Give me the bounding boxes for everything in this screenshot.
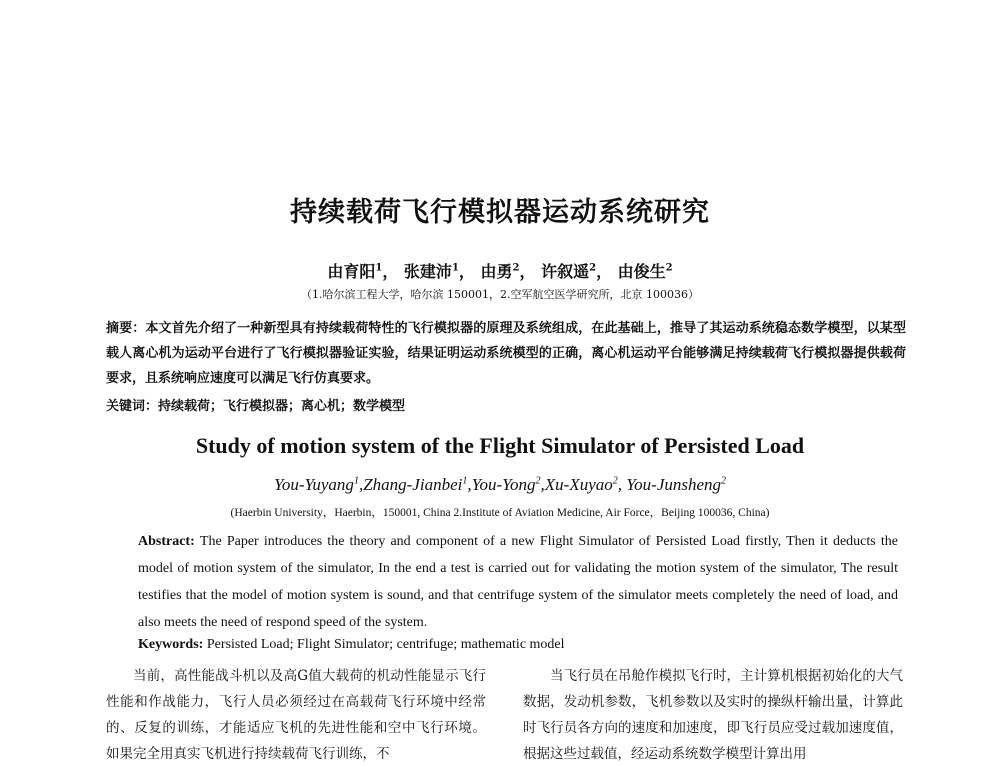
author-affil-marker: 2 xyxy=(665,262,673,274)
english-affiliation: (Haerbin University，Haerbin，150001, China 2.Institute of Aviation Medicine, Air Force，Beijing 100036, China) xyxy=(230,507,770,519)
author-name: You-Junsheng xyxy=(626,475,722,494)
author-affil-marker: 1 xyxy=(375,262,383,274)
english-abstract xyxy=(138,528,898,636)
author-affil-marker: 2 xyxy=(612,475,618,487)
chinese-affiliation: （1.哈尔滨工程大学，哈尔滨 150001，2.空军航空医学研究所，北京 100036） xyxy=(301,288,699,301)
chinese-authors xyxy=(0,259,1000,282)
keywords-label: 关键词： xyxy=(106,399,159,414)
author-name: 由育阳 xyxy=(327,262,376,281)
english-title: Study of motion system of the Flight Simulator of Persisted Load xyxy=(195,433,805,458)
keywords-label: Keywords: xyxy=(138,637,207,652)
chinese-title: 持续载荷飞行模拟器运动系统研究 xyxy=(290,197,710,228)
author-affil-marker: 2 xyxy=(721,475,727,487)
author-name: You-Yong xyxy=(471,475,536,494)
author-name: Zhang-Jianbei xyxy=(363,475,463,494)
abstract-text: The Paper introduces the theory and component of a new Flight Simulator of Persisted Load firstly, Then it deducts the model of motion system of the simulator, In the end a test is carried out for validating the motion system of the simulator, The result testifies that the model of motion system is sound, and that centrifuge system of the simulator meets completely the need of load, and also meets the need of respond speed of the system. xyxy=(138,534,898,630)
author-name: 许叙遥 xyxy=(541,262,590,281)
body-column-right: 当飞行员在吊舱作模拟飞行时，主计算机根据初始化的大气数据，发动机参数，飞机参数以及实时的操纵杆输出量，计算此时飞行员各方向的速度和加速度，即飞行员应受过载加速度值，根据这些过载值，经运动系统数学模型计算出用 xyxy=(523,668,903,762)
author-affil-marker: 2 xyxy=(512,262,520,274)
author-separator: , xyxy=(358,475,364,494)
author-separator: , xyxy=(467,475,472,494)
author-name: 张建沛 xyxy=(403,262,452,281)
author-separator: ， xyxy=(519,262,536,281)
keywords-text: Persisted Load; Flight Simulator; centrifuge; mathematic model xyxy=(206,637,565,652)
author-affil-marker: 1 xyxy=(462,475,468,487)
chinese-abstract xyxy=(106,316,906,391)
author-affil-marker: 1 xyxy=(353,475,359,487)
author-name: 由俊生 xyxy=(617,262,666,281)
chinese-keywords xyxy=(106,395,906,414)
body-column-left: 当前，高性能战斗机以及高G值大载荷的机动性能显示飞行性能和作战能力，飞行人员必须经过在高载荷飞行环境中经常的、反复的训练，才能适应飞机的先进性能和空中飞行环境。 如果完全用真实飞机进行持续载荷飞行训练，不 xyxy=(106,668,486,762)
author-separator: , xyxy=(617,475,623,494)
author-name: You-Yuyang xyxy=(273,475,354,494)
author-affil-marker: 1 xyxy=(451,262,459,274)
author-separator: ， xyxy=(458,262,475,281)
author-separator: ， xyxy=(596,262,613,281)
author-separator: ， xyxy=(382,262,399,281)
keywords-text: 持续载荷；飞行模拟器；离心机；数学模型 xyxy=(158,399,406,414)
abstract-label: Abstract: xyxy=(138,534,200,549)
abstract-label: 摘要： xyxy=(106,321,146,336)
author-affil-marker: 2 xyxy=(589,262,597,274)
abstract-text: 本文首先介绍了一种新型具有持续载荷特性的飞行模拟器的原理及系统组成，在此基础上，推导了其运动系统稳态数学模型，以某型载人离心机为运动平台进行了飞行模拟器验证实验，结果证明运动系统模型的正确，离心机运动平台能够满足持续载荷飞行模拟器提供载荷要求，且系统响应速度可以满足飞行仿真要求。 xyxy=(106,321,906,386)
author-separator: , xyxy=(540,475,545,494)
author-name: 由勇 xyxy=(480,262,513,281)
author-affil-marker: 2 xyxy=(535,475,541,487)
english-keywords xyxy=(138,637,898,653)
english-authors xyxy=(0,475,1000,495)
author-name: Xu-Xuyao xyxy=(544,475,613,494)
